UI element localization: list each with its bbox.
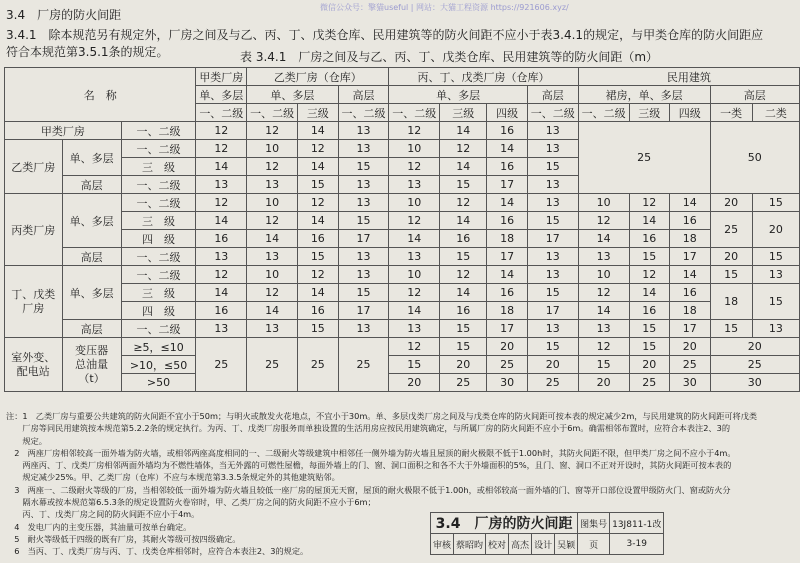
cell: 17 xyxy=(487,176,528,194)
cell: 20 xyxy=(578,374,629,392)
title-block-title: 3.4 厂房的防火间距 xyxy=(431,513,578,534)
cell: 13 xyxy=(196,176,247,194)
cell: 14 xyxy=(670,266,711,284)
cell: 13 xyxy=(196,248,247,266)
note-line: 厂房等同民用建筑按本规范第5.2.2条的规定执行。为丙、丁、戊类厂房服务而单独设置的生活用房应按民用建筑确定，与所属厂房的防火间距不应小于6m。确需相邻布置时，应符合本表注2、3的 xyxy=(6,423,731,434)
cell: 15 xyxy=(752,248,799,266)
header-dan: 单、多层 xyxy=(196,86,247,104)
cell: 15 xyxy=(440,338,487,356)
cell-merged: 25 xyxy=(710,212,752,248)
cell: 15 xyxy=(629,338,670,356)
cell: 14 xyxy=(440,284,487,302)
cell: 12 xyxy=(196,122,247,140)
note-line: 4 发电厂内的主变压器，其油量可按单台确定。 xyxy=(6,521,192,532)
cell-merged: 50 xyxy=(710,122,799,194)
cell: 15 xyxy=(710,266,752,284)
row-grade: 一、二级 xyxy=(121,140,196,158)
header-gaoceng: 高层 xyxy=(338,86,389,104)
cell: 15 xyxy=(338,284,389,302)
cell: 12 xyxy=(196,266,247,284)
cell: 12 xyxy=(196,140,247,158)
cell: 14 xyxy=(196,212,247,230)
cell: 14 xyxy=(670,194,711,212)
cell: 14 xyxy=(629,212,670,230)
cell: 15 xyxy=(440,176,487,194)
cell: 16 xyxy=(670,212,711,230)
row-grade: 一、二级 xyxy=(121,248,196,266)
row-label-yi: 乙类厂房 xyxy=(5,140,63,194)
cell: 13 xyxy=(527,266,578,284)
header-grade: 一、二级 xyxy=(389,104,440,122)
row-grade: 一、二级 xyxy=(121,320,196,338)
section-heading: 3.4 厂房的防火间距 xyxy=(6,8,122,22)
cell: 15 xyxy=(440,248,487,266)
cell: 14 xyxy=(487,266,528,284)
cell: 15 xyxy=(527,158,578,176)
header-qunfang: 裙房，单、多层 xyxy=(578,86,710,104)
row-sub-gaoceng: 高层 xyxy=(62,248,121,266)
header-grade: 一、二级 xyxy=(196,104,247,122)
title-block xyxy=(430,512,664,555)
cell: 12 xyxy=(247,212,298,230)
cell: 25 xyxy=(670,356,711,374)
header-grade: 三级 xyxy=(629,104,670,122)
cell: 13 xyxy=(389,320,440,338)
cell: 14 xyxy=(578,230,629,248)
cell-merged: 20 xyxy=(710,338,799,356)
cell: 14 xyxy=(389,230,440,248)
header-class-2: 二类 xyxy=(752,104,799,122)
cell: 14 xyxy=(298,122,339,140)
cell: 14 xyxy=(440,212,487,230)
cell: 14 xyxy=(487,140,528,158)
cell: 17 xyxy=(527,302,578,320)
row-grade: 三 级 xyxy=(121,212,196,230)
header-dan: 单、多层 xyxy=(389,86,528,104)
paragraph-line-2: 符合本规范第3.5.1条的规定。 xyxy=(6,45,169,59)
cell: 12 xyxy=(247,284,298,302)
cell: 10 xyxy=(389,140,440,158)
cell: 15 xyxy=(298,248,339,266)
cell: 15 xyxy=(527,212,578,230)
row-sub-dan: 单、多层 xyxy=(62,194,121,248)
cell: 15 xyxy=(629,320,670,338)
cell: 17 xyxy=(670,320,711,338)
cell: 15 xyxy=(338,212,389,230)
cell: 20 xyxy=(389,374,440,392)
row-oil: >50 xyxy=(121,374,196,392)
cell: 16 xyxy=(629,302,670,320)
cell: 25 xyxy=(487,356,528,374)
cell: 14 xyxy=(629,284,670,302)
cell: 16 xyxy=(196,302,247,320)
row-label-ding: 丁、戊类 厂房 xyxy=(5,266,63,338)
cell: 30 xyxy=(487,374,528,392)
cell: 15 xyxy=(298,176,339,194)
note-line: 注：1 乙类厂房与重要公共建筑的防火间距不宜小于50m；与明火或散发火花地点，不宜小于30m。单、多层戊类厂房之间及与戊类仓库的防火间距可按本表的规定减少2m，与民用建筑的防火间距可将戊类 xyxy=(6,411,758,421)
row-grade: 四 级 xyxy=(121,302,196,320)
cell-merged: 25 xyxy=(298,338,339,392)
row-sub-dan: 单、多层 xyxy=(62,140,121,176)
row-grade: 一、二级 xyxy=(121,122,196,140)
row-label-bing: 丙类厂房 xyxy=(5,194,63,266)
row-label-jia: 甲类厂房 xyxy=(5,122,122,140)
cell: 13 xyxy=(338,320,389,338)
cell: 20 xyxy=(527,356,578,374)
cell: 12 xyxy=(389,158,440,176)
cell: 18 xyxy=(670,302,711,320)
cell: 15 xyxy=(629,248,670,266)
cell: 20 xyxy=(629,356,670,374)
cell: 14 xyxy=(389,302,440,320)
cell: 12 xyxy=(247,122,298,140)
cell: 14 xyxy=(298,158,339,176)
notes-block xyxy=(6,410,796,558)
note-line: 规定。 xyxy=(6,435,47,446)
designer-name: 吴颖 xyxy=(555,534,578,555)
row-sub-dan: 单、多层 xyxy=(62,266,121,320)
fire-distance-table xyxy=(4,67,800,392)
cell: 17 xyxy=(487,248,528,266)
cell: 13 xyxy=(527,194,578,212)
cell: 20 xyxy=(487,338,528,356)
cell: 12 xyxy=(298,266,339,284)
header-grade: 一、二级 xyxy=(338,104,389,122)
header-min: 民用建筑 xyxy=(578,68,799,86)
cell: 15 xyxy=(298,320,339,338)
cell: 18 xyxy=(487,230,528,248)
cell: 12 xyxy=(298,140,339,158)
cell: 17 xyxy=(527,230,578,248)
header-grade: 三级 xyxy=(440,104,487,122)
note-line: 丙、丁、戊类厂房之间的防火间距不应小于4m。 xyxy=(6,509,200,520)
check-label: 校对 xyxy=(486,534,509,555)
cell: 14 xyxy=(196,284,247,302)
cell: 12 xyxy=(389,212,440,230)
header-gaoceng: 高层 xyxy=(527,86,578,104)
cell: 12 xyxy=(440,140,487,158)
cell: 10 xyxy=(389,194,440,212)
cell: 16 xyxy=(440,302,487,320)
cell: 15 xyxy=(578,356,629,374)
cell: 14 xyxy=(247,302,298,320)
cell: 13 xyxy=(389,176,440,194)
cell: 12 xyxy=(298,194,339,212)
row-grade: 三 级 xyxy=(121,158,196,176)
cell: 14 xyxy=(578,302,629,320)
row-grade: 一、二级 xyxy=(121,194,196,212)
cell: 17 xyxy=(338,230,389,248)
cell: 16 xyxy=(487,284,528,302)
cell: 12 xyxy=(629,266,670,284)
cell-merged: 25 xyxy=(196,338,247,392)
cell: 13 xyxy=(338,248,389,266)
cell: 30 xyxy=(670,374,711,392)
header-grade: 四级 xyxy=(670,104,711,122)
cell: 10 xyxy=(389,266,440,284)
design-label: 设计 xyxy=(532,534,555,555)
reviewer-name: 蔡昭昀 xyxy=(454,534,486,555)
header-gaoceng: 高层 xyxy=(710,86,799,104)
note-line: 6 当丙、丁、戊类厂房与丙、丁、戊类仓库相邻时，应符合本表注2、3的规定。 xyxy=(6,546,309,557)
atlas-label: 图集号 xyxy=(578,513,610,534)
cell: 15 xyxy=(389,356,440,374)
cell: 12 xyxy=(389,284,440,302)
cell: 25 xyxy=(440,374,487,392)
cell: 13 xyxy=(338,176,389,194)
row-sub-gaoceng: 高层 xyxy=(62,176,121,194)
page-number: 3-19 xyxy=(610,534,664,555)
cell: 13 xyxy=(527,248,578,266)
row-grade: 三 级 xyxy=(121,284,196,302)
header-grade: 三级 xyxy=(298,104,339,122)
cell: 10 xyxy=(247,266,298,284)
cell: 14 xyxy=(298,212,339,230)
cell: 14 xyxy=(440,122,487,140)
cell: 13 xyxy=(527,176,578,194)
cell: 17 xyxy=(338,302,389,320)
cell: 17 xyxy=(670,248,711,266)
row-sub-gaoceng: 高层 xyxy=(62,320,121,338)
cell-merged: 25 xyxy=(578,122,710,194)
cell: 25 xyxy=(527,374,578,392)
cell-merged: 18 xyxy=(710,284,752,320)
cell: 20 xyxy=(440,356,487,374)
header-dan: 单、多层 xyxy=(247,86,338,104)
atlas-number: 13J811-1改 xyxy=(610,513,664,534)
cell: 25 xyxy=(629,374,670,392)
cell: 12 xyxy=(440,266,487,284)
row-grade: 一、二级 xyxy=(121,266,196,284)
header-grade: 四级 xyxy=(487,104,528,122)
cell: 16 xyxy=(487,122,528,140)
cell: 16 xyxy=(629,230,670,248)
row-oil: >10，≤50 xyxy=(121,356,196,374)
note-line: 规定减少25%。甲、乙类厂房（仓库）不应与本规范第3.3.5条规定外的其他建筑贴邻。 xyxy=(6,472,340,483)
cell: 13 xyxy=(338,122,389,140)
cell-merged: 25 xyxy=(247,338,298,392)
note-line: 3 两座一、二级耐火等级的厂房，当相邻较低一面外墙为防火墙且较低一座厂房的屋顶无天窗，屋顶的耐火极限不低于1.00h，或相邻较高一面外墙的门、窗等开口部位设置甲级防火门、窗或防火分 xyxy=(6,484,731,495)
cell-merged: 25 xyxy=(338,338,389,392)
header-yi: 乙类厂房（仓库） xyxy=(247,68,389,86)
cell: 15 xyxy=(710,320,752,338)
cell: 13 xyxy=(196,320,247,338)
review-label: 审核 xyxy=(431,534,454,555)
table-title: 表 3.4.1 厂房之间及与乙、丙、丁、戊类仓库、民用建筑等的防火间距（m） xyxy=(240,50,659,64)
cell: 13 xyxy=(527,140,578,158)
cell: 10 xyxy=(578,194,629,212)
cell: 13 xyxy=(247,248,298,266)
cell: 12 xyxy=(629,194,670,212)
cell: 16 xyxy=(487,158,528,176)
header-class-1: 一类 xyxy=(710,104,752,122)
page-label: 页 xyxy=(578,534,610,555)
cell: 13 xyxy=(389,248,440,266)
row-grade: 一、二级 xyxy=(121,176,196,194)
cell: 12 xyxy=(389,338,440,356)
cell: 13 xyxy=(338,266,389,284)
cell: 15 xyxy=(527,284,578,302)
cell: 18 xyxy=(487,302,528,320)
cell: 13 xyxy=(527,122,578,140)
cell: 14 xyxy=(247,230,298,248)
paragraph-line-1: 3.4.1 除本规范另有规定外，厂房之间及与乙、丙、丁、戊类仓库、民用建筑等的防火间距不应小于表3.4.1的规定，与甲类仓库的防火间距应 xyxy=(6,28,764,42)
header-grade: 一、二级 xyxy=(527,104,578,122)
cell-merged: 15 xyxy=(752,284,799,320)
cell: 12 xyxy=(247,158,298,176)
cell: 12 xyxy=(578,338,629,356)
cell: 12 xyxy=(196,194,247,212)
checker-name: 高杰 xyxy=(509,534,532,555)
cell: 20 xyxy=(670,338,711,356)
note-line: 两座丙、丁、戊类厂房相邻两面外墙均为不燃性墙体，当无外露的可燃性屋檐，每面外墙上的门、窗、洞口面积之和各不大于外墙面积的5%，且门、窗、洞口不正对开设时，其防火间距可按本表的 xyxy=(6,460,732,471)
cell: 16 xyxy=(487,212,528,230)
row-grade: 四 级 xyxy=(121,230,196,248)
cell: 16 xyxy=(298,302,339,320)
cell: 15 xyxy=(752,194,799,212)
header-bing: 丙、丁、戊类厂房（仓库） xyxy=(389,68,578,86)
row-sub-transformer: 变压器 总油量 （t） xyxy=(62,338,121,392)
header-name: 名 称 xyxy=(5,68,196,122)
cell-merged: 20 xyxy=(752,212,799,248)
cell: 20 xyxy=(710,248,752,266)
cell: 12 xyxy=(578,212,629,230)
row-label-outdoor: 室外变、 配电站 xyxy=(5,338,63,392)
cell: 13 xyxy=(527,320,578,338)
cell: 13 xyxy=(752,266,799,284)
cell: 13 xyxy=(247,176,298,194)
row-oil: ≥5，≤10 xyxy=(121,338,196,356)
note-line: 隔水幕或按本规范第6.5.3条的规定设置防火卷帘时，甲、乙类厂房之间的防火间距不应小于6m； xyxy=(6,497,376,508)
cell: 20 xyxy=(710,194,752,212)
cell: 10 xyxy=(578,266,629,284)
cell: 16 xyxy=(196,230,247,248)
cell: 13 xyxy=(247,320,298,338)
cell: 14 xyxy=(440,158,487,176)
cell: 10 xyxy=(247,194,298,212)
cell: 18 xyxy=(670,230,711,248)
cell: 13 xyxy=(752,320,799,338)
cell: 12 xyxy=(389,122,440,140)
cell-merged: 25 xyxy=(710,356,799,374)
cell: 15 xyxy=(338,158,389,176)
cell: 17 xyxy=(487,320,528,338)
header-jia: 甲类厂房 xyxy=(196,68,247,86)
cell: 16 xyxy=(298,230,339,248)
cell: 15 xyxy=(527,338,578,356)
cell: 13 xyxy=(578,320,629,338)
note-line: 2 两座厂房相邻较高一面外墙为防火墙，或相邻两座高度相同的一、二级耐火等级建筑中相邻任一侧外墙为防火墙且屋顶的耐火极限不低于1.00h时，其防火间距不限，但甲类厂房之间不应小于4m。 xyxy=(6,447,736,458)
cell: 13 xyxy=(338,194,389,212)
cell: 15 xyxy=(440,320,487,338)
watermark-text: 微信公众号：擎猫useful | 网站：大猫工程资源 https://921606.xyz/ xyxy=(320,3,569,12)
note-line: 5 耐火等级低于四级的既有厂房，其耐火等级可按四级确定。 xyxy=(6,533,241,544)
cell-merged: 30 xyxy=(710,374,799,392)
cell: 14 xyxy=(196,158,247,176)
cell: 13 xyxy=(338,140,389,158)
cell: 13 xyxy=(578,248,629,266)
cell: 16 xyxy=(670,284,711,302)
header-grade: 一、二级 xyxy=(578,104,629,122)
cell: 14 xyxy=(298,284,339,302)
cell: 10 xyxy=(247,140,298,158)
cell: 12 xyxy=(578,284,629,302)
cell: 14 xyxy=(487,194,528,212)
cell: 16 xyxy=(440,230,487,248)
cell: 12 xyxy=(440,194,487,212)
header-grade: 一、二级 xyxy=(247,104,298,122)
